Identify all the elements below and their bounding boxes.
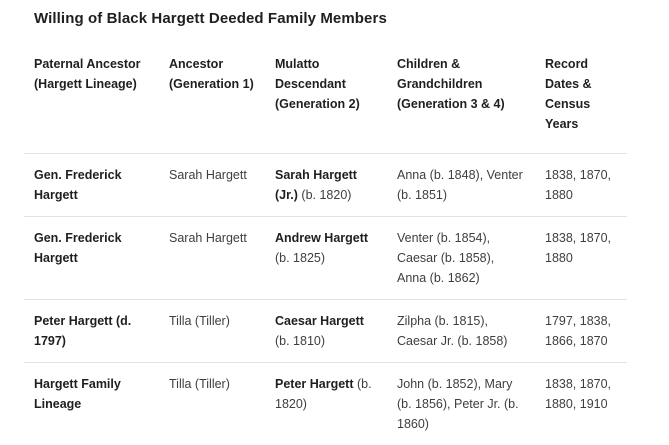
cell-descendant <box>265 217 387 300</box>
table-row <box>24 363 627 445</box>
header-ancestor: Ancestor (Generation 1) <box>159 44 265 154</box>
cell-children: Zilpha (b. 1815), Caesar Jr. (b. 1858) <box>387 300 535 363</box>
header-mulatto-descendant: Mulatto Descendant (Generation 2) <box>265 44 387 154</box>
descendant-birth: (b. 1810) <box>275 334 325 348</box>
cell-paternal-ancestor: Gen. Frederick Hargett <box>24 154 159 217</box>
cell-children: Anna (b. 1848), Venter (b. 1851) <box>387 154 535 217</box>
table-header <box>24 44 627 154</box>
descendant-birth: (b. 1825) <box>275 251 325 265</box>
cell-ancestor: Tilla (Tiller) <box>159 363 265 445</box>
cell-record-dates: 1838, 1870, 1880 <box>535 217 627 300</box>
descendant-name: Caesar Hargett <box>275 314 364 328</box>
table-row <box>24 154 627 217</box>
cell-ancestor: Sarah Hargett <box>159 154 265 217</box>
descendant-name: Peter Hargett <box>275 377 354 391</box>
descendant-birth: (b. 1820) <box>275 377 372 411</box>
table-title: Willing of Black Hargett Deeded Family Members <box>34 10 387 27</box>
cell-descendant <box>265 154 387 217</box>
cell-paternal-ancestor: Hargett Family Lineage <box>24 363 159 445</box>
cell-children: Venter (b. 1854), Caesar (b. 1858), Anna (b. 1862) <box>387 217 535 300</box>
table-body <box>24 154 627 445</box>
descendant-birth: (b. 1820) <box>298 188 352 202</box>
table-row <box>24 217 627 300</box>
descendant-name: Andrew Hargett <box>275 231 368 245</box>
cell-descendant <box>265 300 387 363</box>
cell-record-dates: 1838, 1870, 1880 <box>535 154 627 217</box>
cell-record-dates: 1838, 1870, 1880, 1910 <box>535 363 627 445</box>
cell-ancestor: Sarah Hargett <box>159 217 265 300</box>
cell-record-dates: 1797, 1838, 1866, 1870 <box>535 300 627 363</box>
header-row <box>24 44 627 154</box>
descendant-name: Sarah Hargett (Jr.) <box>275 168 357 202</box>
family-members-table <box>24 44 627 445</box>
cell-descendant <box>265 363 387 445</box>
cell-paternal-ancestor: Gen. Frederick Hargett <box>24 217 159 300</box>
header-paternal-ancestor: Paternal Ancestor (Hargett Lineage) <box>24 44 159 154</box>
table-row <box>24 300 627 363</box>
header-record-dates: Record Dates & Census Years <box>535 44 627 154</box>
cell-children: John (b. 1852), Mary (b. 1856), Peter Jr. (b. 1860) <box>387 363 535 445</box>
cell-paternal-ancestor: Peter Hargett (d. 1797) <box>24 300 159 363</box>
cell-ancestor: Tilla (Tiller) <box>159 300 265 363</box>
header-children: Children & Grandchildren (Generation 3 & 4) <box>387 44 535 154</box>
